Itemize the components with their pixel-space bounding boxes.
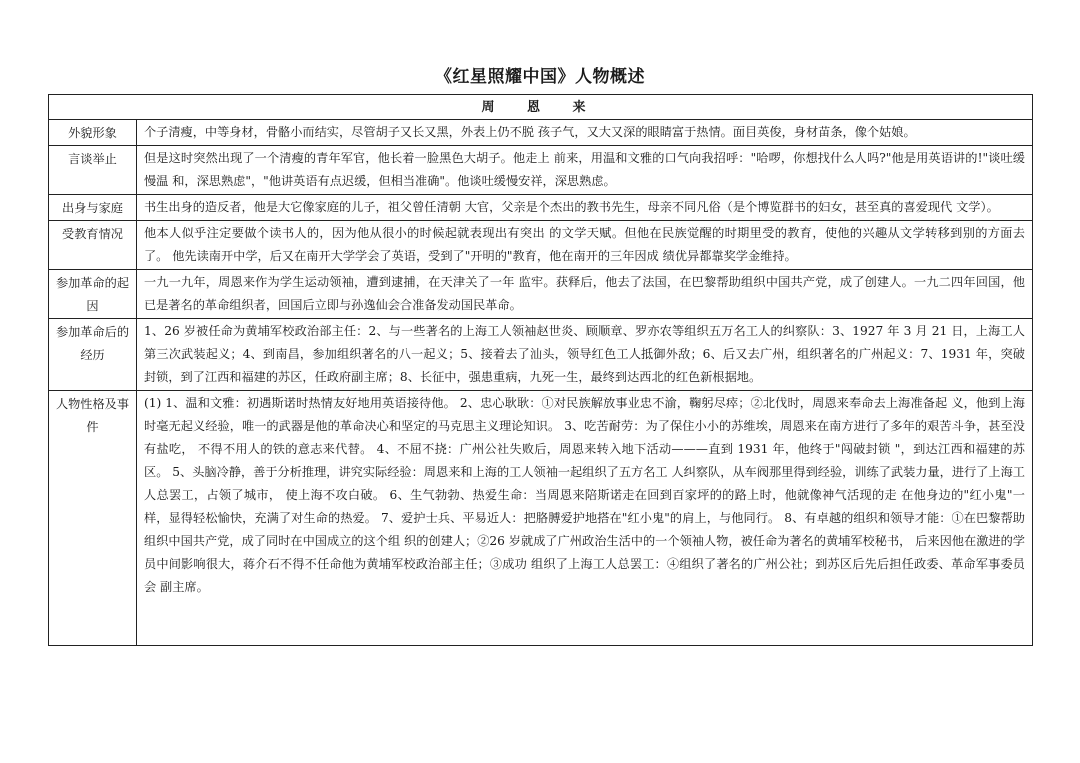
table-row [49,195,1033,221]
row-content-revolution-cause: 一九一九年，周恩来作为学生运动领袖，遭到逮捕，在天津关了一年 监牢。获释后，他去了法国，在巴黎帮助组织中国共产党，成了创建人。一九二四年回国，他已是著名的革命组织者，回国后立即与孙逸仙会合准备发动国民革命。 [137,270,1033,319]
profile-table [48,94,1033,646]
table-row [49,146,1033,195]
row-label-revolution-cause: 参加革命的起因 [49,270,137,319]
table-row [49,221,1033,270]
row-label-character: 人物性格及事件 [49,391,137,646]
row-content-education: 他本人似乎注定要做个读书人的，因为他从很小的时候起就表现出有突出 的文学天赋。但他在民族觉醒的时期里受的教育，使他的兴趣从文学转移到别的方面去了。 他先读南开中学，后又在南开大学学会了英语，受到了"开明的"教育，他在南开的三年因成 绩优异都靠奖学金维持。 [137,221,1033,270]
row-content-family: 书生出身的造反者，他是大它像家庭的儿子，祖父曾任清朝 大官，父亲是个杰出的教书先生，母亲不同凡俗（是个博览群书的妇女，甚至真的喜爱现代 文学）。 [137,195,1033,221]
row-label-manner: 言谈举止 [49,146,137,195]
table-header-row [49,95,1033,120]
table-row [49,270,1033,319]
row-label-revolution-experience: 参加革命后的经历 [49,319,137,391]
table-row [49,391,1033,646]
row-content-appearance: 个子清瘦，中等身材，骨骼小而结实，尽管胡子又长又黑，外表上仍不脱 孩子气，又大又深的眼睛富于热情。面目英俊，身材苗条，像个姑娘。 [137,120,1033,146]
document-title: 《红星照耀中国》人物概述 [435,67,645,87]
row-content-revolution-experience: 1、26 岁被任命为黄埔军校政治部主任：2、与一些著名的上海工人领袖赵世炎、顾顺章、罗亦农等组织五万名工人的纠察队：3、1927 年 3 月 21 日，上海工人第三次武装起义；4、到南昌，参加组织著名的八一起义；5、接着去了汕头，领导红色工人抵御外敌；6、后又去广州，组织著名的广州起义：7、1931 年，突破封锁，到了江西和福建的苏区，任政府副主席；8、长征中，强患重病，九死一生，最终到达西北的红色新根据地。 [137,319,1033,391]
row-content-character: (1) 1、温和文雅：初遇斯诺时热情友好地用英语接待他。 2、忠心耿耿：①对民族解放事业忠不渝，鞠躬尽瘁；②北伐时，周恩来奉命去上海准备起 义，他到上海时毫无起义经验，唯一的武器是他的革命决心和坚定的马克思主义理论知识。 3、吃苦耐劳：为了保住小小的苏维埃，周恩来在南方进行了多年的艰苦斗争，甚至没有盐吃， 不得不用人的铁的意志来代替。 4、不屈不挠：广州公社失败后，周恩来转入地下活动———直到 1931 年，他终于"闯破封锁 "，到达江西和福建的苏区。 5、头脑冷静，善于分析推理，讲究实际经验：周恩来和上海的工人领袖一起组织了五方名工 人纠察队，从车阀那里得到经验，训练了武装力量，进行了上海工人总罢工，占领了城市， 使上海不攻白破。 6、生气勃勃、热爱生命：当周恩来陪斯诺走在回到百家坪的的路上时，他就像神气活现的走 在他身边的"红小鬼"一样，显得轻松愉快，充满了对生命的热爱。 7、爱护士兵、平易近人：把胳膊爱护地搭在"红小鬼"的肩上，与他同行。 8、有卓越的组织和领导才能：①在巴黎帮助组织中国共产党，成了同时在中国成立的这个组 织的创建人；②26 岁就成了广州政治生活中的一个领袖人物，被任命为著名的黄埔军校秘书， 后来因他在激进的学员中间影响很大，蒋介石不得不任命他为黄埔军校政治部主任；③成功 组织了上海工人总罢工：④组织了著名的广州公社；到苏区后先后担任政委、革命军事委员会 副主席。 [137,391,1033,646]
row-label-family: 出身与家庭 [49,195,137,221]
table-row [49,120,1033,146]
row-label-appearance: 外貌形象 [49,120,137,146]
table-row [49,319,1033,391]
person-name-header: 周 恩 来 [49,95,1033,120]
row-label-education: 受教育情况 [49,221,137,270]
row-content-manner: 但是这时突然出现了一个清瘦的青年军官，他长着一脸黑色大胡子。他走上 前来，用温和文雅的口气向我招呼："哈啰，你想找什么人吗?"他是用英语讲的!"谈吐缓慢温 和，深思熟虑"，"他讲英语有点迟缓，但相当准确"。他谈吐缓慢安祥，深思熟虑。 [137,146,1033,195]
